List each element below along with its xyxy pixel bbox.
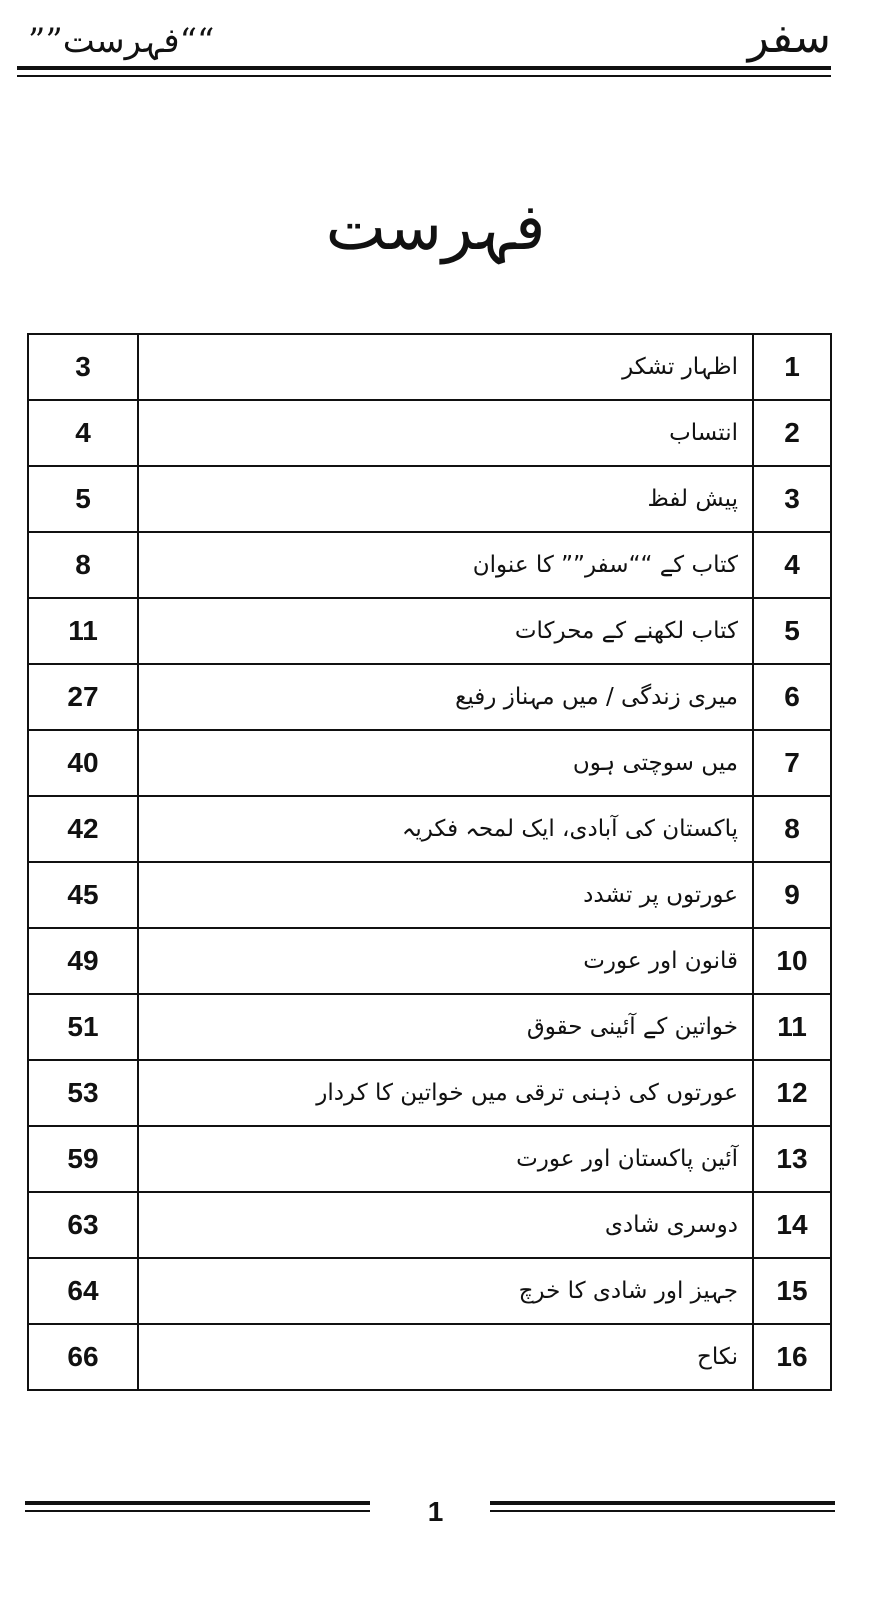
toc-entry-number: 8	[753, 796, 831, 862]
toc-row	[28, 1126, 831, 1192]
toc-row	[28, 400, 831, 466]
toc-row	[28, 334, 831, 400]
toc-page-number: 45	[28, 862, 138, 928]
header-rule-thin	[17, 75, 831, 77]
toc-entry-title: آئین پاکستان اور عورت	[138, 1126, 753, 1192]
toc-entry-title: انتساب	[138, 400, 753, 466]
toc-entry-title: میری زندگی / میں مہناز رفیع	[138, 664, 753, 730]
toc-page-number: 53	[28, 1060, 138, 1126]
toc-page-number: 59	[28, 1126, 138, 1192]
toc-page-number: 5	[28, 466, 138, 532]
toc-page-number: 40	[28, 730, 138, 796]
toc-entry-title: پاکستان کی آبادی، ایک لمحہ فکریہ	[138, 796, 753, 862]
toc-entry-title: کتاب لکھنے کے محرکات	[138, 598, 753, 664]
toc-row	[28, 1060, 831, 1126]
toc-entry-number: 7	[753, 730, 831, 796]
toc-row	[28, 466, 831, 532]
toc-page-number: 42	[28, 796, 138, 862]
toc-page-number: 8	[28, 532, 138, 598]
toc-entry-title: پیش لفظ	[138, 466, 753, 532]
running-header-book-title: سفر	[747, 12, 831, 63]
toc-entry-title: نکاح	[138, 1324, 753, 1390]
toc-row	[28, 664, 831, 730]
toc-entry-number: 4	[753, 532, 831, 598]
toc-entry-number: 11	[753, 994, 831, 1060]
toc-page-number: 11	[28, 598, 138, 664]
toc-page-number: 3	[28, 334, 138, 400]
toc-entry-number: 13	[753, 1126, 831, 1192]
toc-page-number: 49	[28, 928, 138, 994]
toc-entry-title: اظہار تشکر	[138, 334, 753, 400]
toc-row	[28, 532, 831, 598]
toc-page-number: 64	[28, 1258, 138, 1324]
toc-row	[28, 862, 831, 928]
toc-entry-number: 2	[753, 400, 831, 466]
toc-entry-title: خواتین کے آئینی حقوق	[138, 994, 753, 1060]
header-rule-thick	[17, 66, 831, 70]
toc-row	[28, 598, 831, 664]
table-of-contents	[27, 333, 832, 1391]
toc-entry-number: 6	[753, 664, 831, 730]
toc-entry-title: جہیز اور شادی کا خرچ	[138, 1258, 753, 1324]
toc-entry-number: 3	[753, 466, 831, 532]
toc-entry-title: عورتوں کی ذہنی ترقی میں خواتین کا کردار	[138, 1060, 753, 1126]
toc-entry-title: دوسری شادی	[138, 1192, 753, 1258]
toc-entry-number: 14	[753, 1192, 831, 1258]
toc-entry-title: عورتوں پر تشدد	[138, 862, 753, 928]
toc-entry-number: 15	[753, 1258, 831, 1324]
running-header-section: ““فہرست””	[28, 21, 215, 61]
toc-row	[28, 730, 831, 796]
toc-entry-number: 10	[753, 928, 831, 994]
toc-row	[28, 1258, 831, 1324]
toc-row	[28, 994, 831, 1060]
toc-row	[28, 1324, 831, 1390]
toc-page-number: 51	[28, 994, 138, 1060]
toc-entry-number: 9	[753, 862, 831, 928]
toc-entry-title: میں سوچتی ہوں	[138, 730, 753, 796]
toc-page-number: 63	[28, 1192, 138, 1258]
toc-page-number: 27	[28, 664, 138, 730]
toc-row	[28, 1192, 831, 1258]
page-title: فہرست	[325, 191, 546, 265]
toc-entry-number: 5	[753, 598, 831, 664]
toc-row	[28, 928, 831, 994]
toc-entry-number: 16	[753, 1324, 831, 1390]
toc-page-number: 66	[28, 1324, 138, 1390]
toc-page-number: 4	[28, 400, 138, 466]
toc-entry-number: 12	[753, 1060, 831, 1126]
toc-row	[28, 796, 831, 862]
page-number: 1	[427, 1496, 444, 1527]
toc-entry-title: کتاب کے ““سفر”” کا عنوان	[138, 532, 753, 598]
toc-entry-number: 1	[753, 334, 831, 400]
toc-entry-title: قانون اور عورت	[138, 928, 753, 994]
